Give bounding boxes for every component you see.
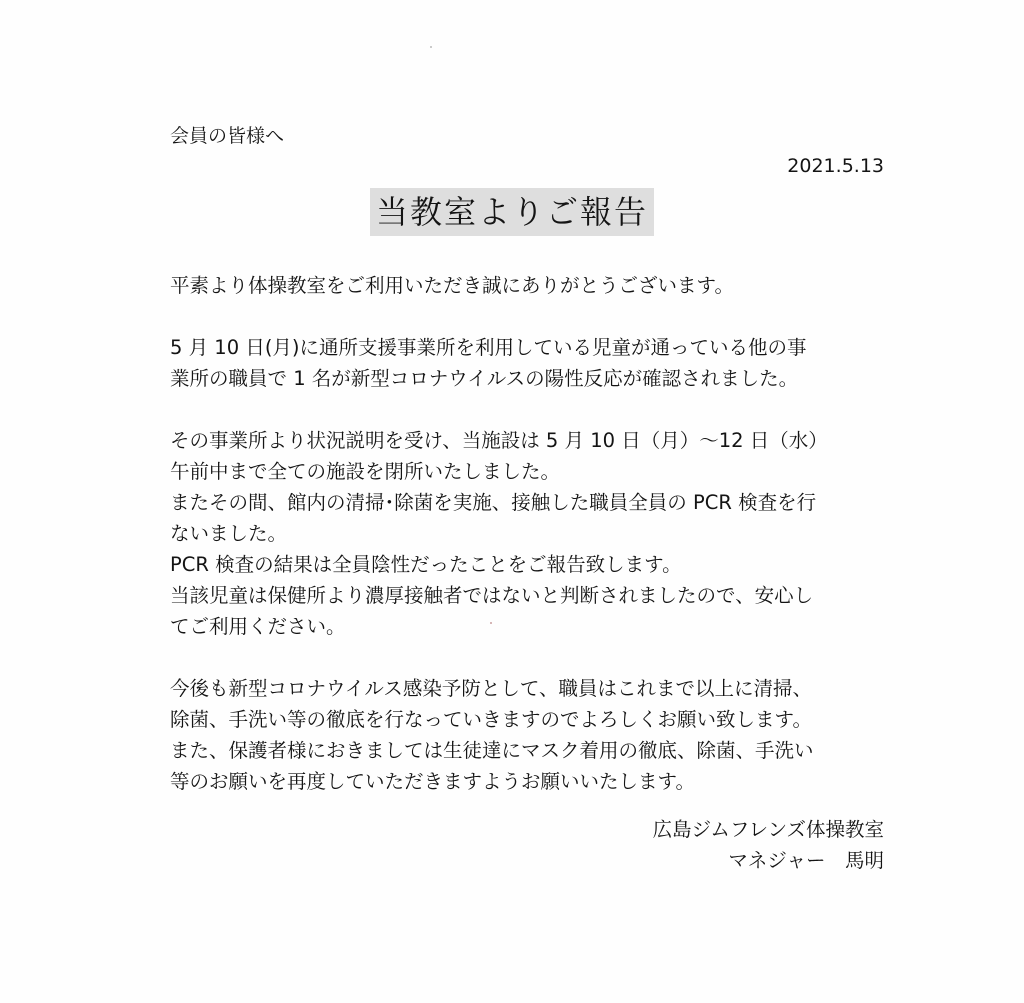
text-line: ないました。: [170, 522, 288, 545]
text-line: またその間、館内の清掃･除菌を実施、接触した職員全員の PCR 検査を行: [170, 491, 817, 514]
text-line: 当該児童は保健所より濃厚接触者ではないと判断されましたので、安心し: [170, 584, 814, 607]
text-line: てご利用ください。: [170, 615, 346, 638]
text-line: 平素より体操教室をご利用いただき誠にありがとうございます。: [170, 274, 734, 297]
text-line: 今後も新型コロナウイルス感染予防として、職員はこれまで以上に清掃、: [170, 677, 812, 700]
text-line: PCR 検査の結果は全員陰性だったことをご報告致します。: [170, 553, 682, 576]
paragraph-prevention: [170, 673, 890, 797]
text-line: 午前中まで全ての施設を閉所いたしました。: [170, 460, 561, 483]
body-text: [170, 270, 890, 828]
document-date: 2021.5.13: [787, 155, 884, 177]
paragraph-incident: [170, 332, 890, 394]
signature-organization: 広島ジムフレンズ体操教室: [652, 818, 884, 841]
text-line: また、保護者様におきましては生徒達にマスク着用の徹底、除菌、手洗い: [170, 739, 814, 762]
text-line: その事業所より状況説明を受け、当施設は 5 月 10 日（月）～12 日（水）: [170, 429, 828, 452]
text-line: 業所の職員で 1 名が新型コロナウイルスの陽性反応が確認されました。: [170, 367, 799, 390]
scan-speck: [490, 622, 492, 624]
paragraph-response: [170, 425, 890, 642]
document-title: 当教室よりご報告: [370, 188, 654, 236]
signature-manager: マネジャー 馬明: [728, 849, 884, 872]
signature-block: [653, 814, 884, 876]
scan-speck: [430, 46, 432, 48]
text-line: 5 月 10 日(月)に通所支援事業所を利用している児童が通っている他の事: [170, 336, 807, 359]
title-container: [0, 188, 1024, 236]
text-line: 等のお願いを再度していただきますようお願いいたします。: [170, 770, 695, 793]
salutation: 会員の皆様へ: [170, 125, 285, 147]
text-line: 除菌、手洗い等の徹底を行なっていきますのでよろしくお願い致します。: [170, 708, 812, 731]
paragraph-greeting: [170, 270, 890, 301]
